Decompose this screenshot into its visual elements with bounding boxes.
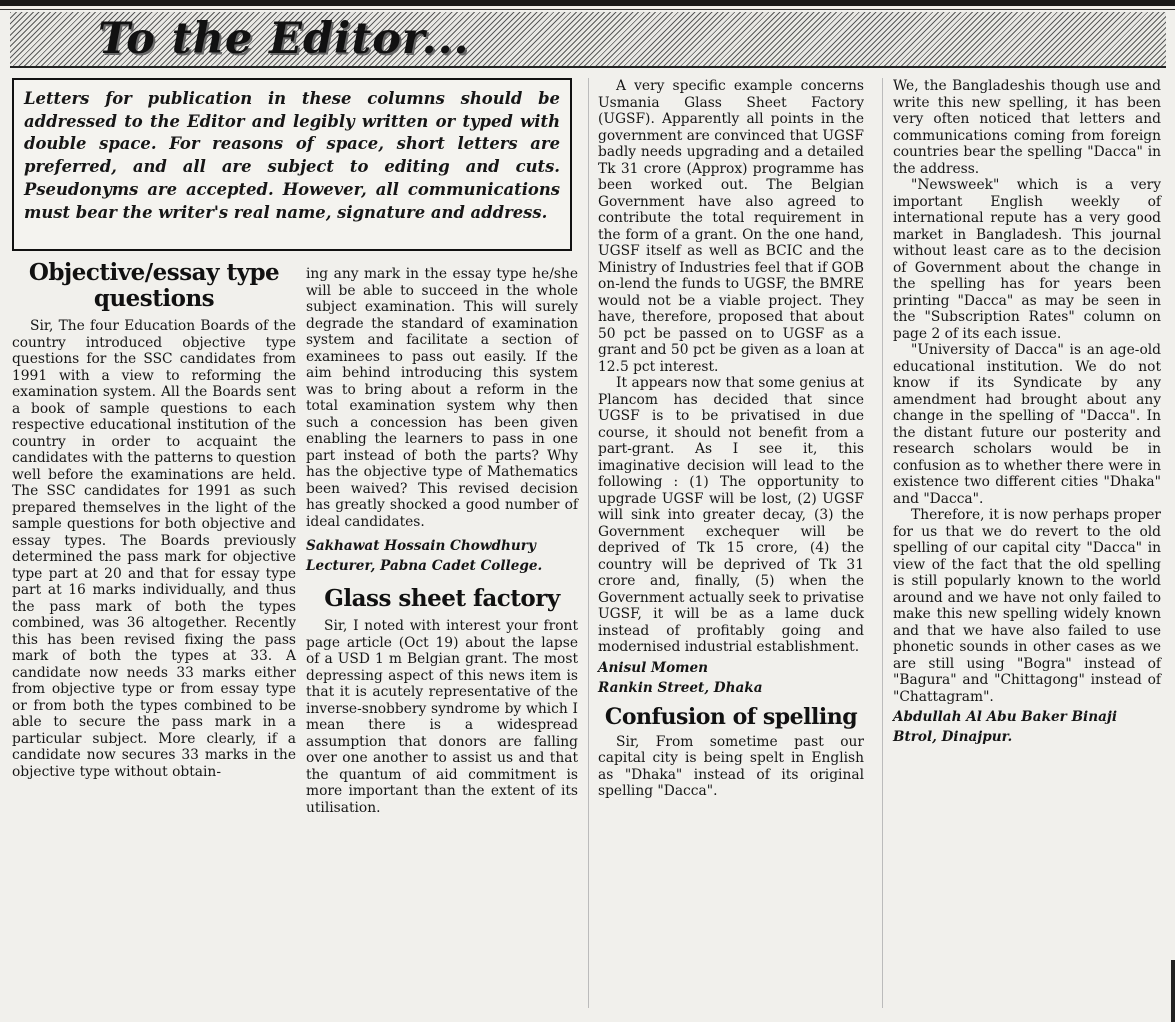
headline-objective-essay: Objective/essay type questions xyxy=(28,259,280,312)
letter3-signature-detail: Btrol, Dinajpur. xyxy=(893,729,1013,745)
letter1-body-part1: Sir, The four Education Boards of the country introduced objective type questions for the SSC candidates from 1991 with a view to reforming the examination system. All the Boards sent a book of sample questions to each respective educational institution of the country in order to acquaint the candidates with the patterns to question well before the examinations are held. The SSC candidates for 1991 as such prepared themselves in the light of the sample questions for both objective and essay types. The Boards previously determined the pass mark for objective type part at 20 and that for essay type part at 16 marks individually, and thus the pass mark of both the types combined, was 36 altogether. Recently this has been revised fixing the pass mark of both the types at 33. A candidate now needs 33 marks either from objective type or from essay type or from both the types combined to be able to secure the pass mark in a particular subject. More clearly, if a candidate now secures 33 marks in the objective type without obtain- xyxy=(12,318,296,780)
letter1-signature-name: Sakhawat Hossain Chowdhury xyxy=(306,538,536,554)
letter3-body-part1: Sir, From sometime past our capital city is being spelt in English as "Dhaka" instead of its original spelling "Dacca". xyxy=(598,733,864,799)
letter1-signature-detail: Lecturer, Pabna Cadet College. xyxy=(306,558,543,574)
column-1 xyxy=(12,260,296,780)
letter3-body-part2: We, the Bangladeshis though use and write this new spelling, it has been very often noticed that letters and communications coming from foreign countries bear the spelling "Dacca" in the address. xyxy=(893,78,1161,177)
letter2-body-part3: It appears now that some genius at Plancom has decided that since UGSF is to be privatised in due course, it should not benefit from a part-grant. As I see it, this imaginative decision will lead to the following : (1) The opportunity to upgrade UGSF will be lost, (2) UGSF will sink into greater decay, (3) the Government exchequer will be deprived of Tk 15 crore, (4) the country will be deprived of Tk 31 crore and, finally, (5) when the Government actually seek to privatise UGSF, it will be as a lame duck instead of profitably going and modernised industrial establishment. xyxy=(598,375,864,655)
letter2-body-part1: Sir, I noted with interest your front page article (Oct 19) about the lapse of a USD 1 m Belgian grant. The most depressing aspect of this news item is that it is acutely representative of the inverse-snobbery syndrome by which I mean there is a widespread assumption that donors are falling over one another to assist us and that the quantum of aid commitment is more important than the extent of its utilisation. xyxy=(306,618,578,816)
notice-text: Letters for publication in these columns should be addressed to the Editor and legibly written or typed with double space. For reasons of space, short letters are preferred, and all are subject to editing and cuts. Pseudonyms are accepted. However, all communications must bear the writer's real name, signature and address. xyxy=(24,89,560,222)
top-rule xyxy=(0,0,1175,6)
letter3-signature xyxy=(893,707,1161,747)
column-divider-3 xyxy=(588,78,589,1008)
page-edge-mark xyxy=(1171,960,1175,1022)
section-banner xyxy=(10,12,1166,68)
column-4 xyxy=(893,78,1161,747)
letter3-signature-name: Abdullah Al Abu Baker Binaji xyxy=(893,709,1117,725)
letter3-body-part4: "University of Dacca" is an age-old educational institution. We do not know if its Syndicate by any amendment had brought about any change in the spelling of "Dacca". In the distant future our posterity and research scholars would be in confusion as to whether there were in existence two different cities "Dhaka" and "Dacca". xyxy=(893,342,1161,507)
letter2-body-part2: A very specific example concerns Usmania Glass Sheet Factory (UGSF). Apparently all points in the government are convinced that UGSF badly needs upgrading and a detailed Tk 31 crore (Approx) programme has been worked out. The Belgian Government have also agreed to contribute the total requirement in the form of a grant. On the one hand, UGSF itself as well as BCIC and the Ministry of Industries feel that if GOB on-lend the funds to UGSF, the BMRE would not be a viable project. They have, therefore, proposed that about 50 pct be passed on to UGSF as a grant and 50 pct be given as a loan at 12.5 pct interest. xyxy=(598,78,864,375)
letter3-body-part5: Therefore, it is now perhaps proper for us that we do revert to the old spelling of our capital city "Dacca" in view of the fact that the old spelling is still popularly known to the world around and we have not only failed to make this new spelling widely known and that we have also failed to use phonetic sounds in other cases as we are still using "Bogra" instead of "Bagura" and "Chittagong" instead of "Chattagram". xyxy=(893,507,1161,705)
column-divider-4 xyxy=(882,78,883,1008)
top-rule-thin xyxy=(0,9,1175,10)
letter1-body-part2: ing any mark in the essay type he/she will be able to succeed in the whole subject examination. This will surely degrade the standard of examination system and facilitate a section of examinees to pass out easily. If the aim behind introducing this system was to bring about a reform in the total examination system why then such a concession has been given enabling the learners to pass in one part instead of both the parts? Why has the objective type of Mathematics been waived? This revised decision has greatly shocked a good number of ideal candidates. xyxy=(306,266,578,530)
letter1-signature xyxy=(306,536,578,576)
banner-title: To the Editor... xyxy=(98,14,470,64)
column-2 xyxy=(306,266,578,816)
letter2-signature-detail: Rankin Street, Dhaka xyxy=(598,679,763,696)
letter2-signature-name: Anisul Momen xyxy=(598,659,709,676)
letter2-signature xyxy=(598,658,864,698)
submission-notice-box xyxy=(12,78,572,251)
headline-confusion-spelling: Confusion of spelling xyxy=(604,703,858,730)
letter3-body-part3: "Newsweek" which is a very important English weekly of international repute has a very good market in Bangladesh. This journal without least care as to the decision of Government about the change in the spelling has for years been printing "Dacca" as may be seen in the "Subscription Rates" column on page 2 of its each issue. xyxy=(893,177,1161,342)
headline-glass-sheet: Glass sheet factory xyxy=(324,585,560,612)
column-3 xyxy=(598,78,864,800)
